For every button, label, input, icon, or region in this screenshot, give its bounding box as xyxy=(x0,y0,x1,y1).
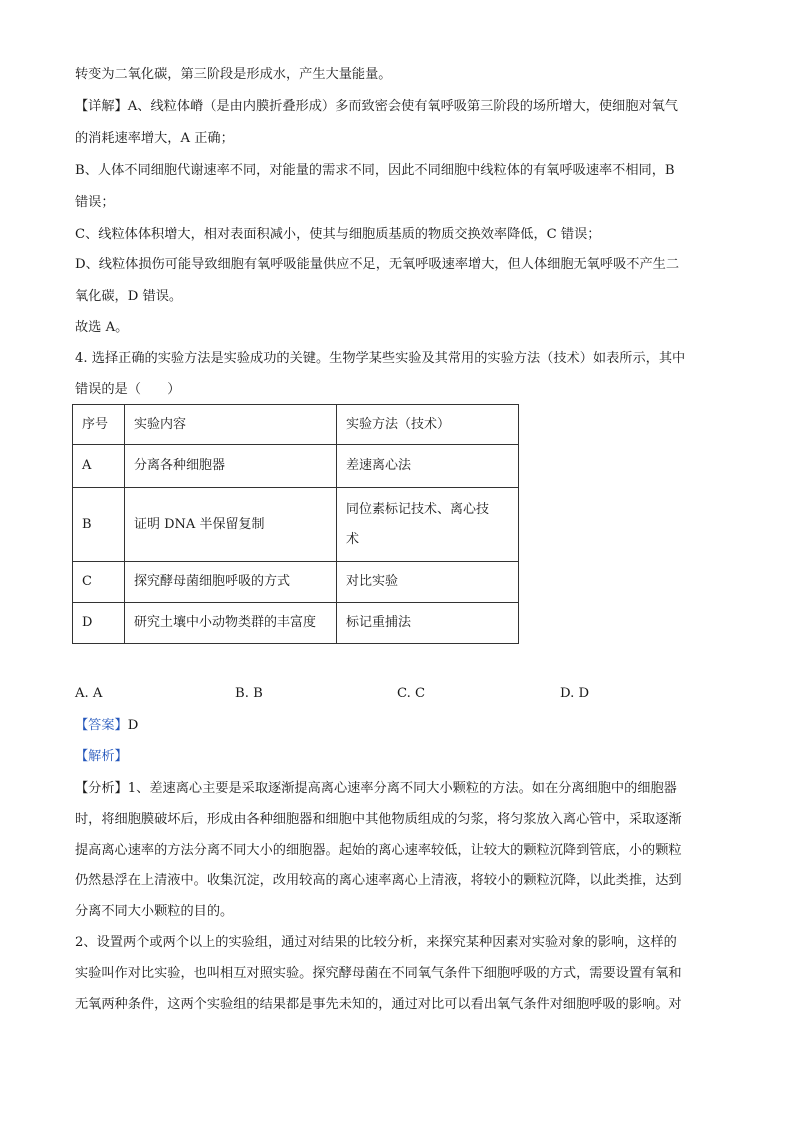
detail-d-line-1: D、线粒体损伤可能导致细胞有氧呼吸能量供应不足，无氧呼吸速率增大，但人体细胞无氧呼吸不产生二 xyxy=(75,257,680,272)
answer-tag: 【答案】 xyxy=(75,718,128,733)
table-header-row xyxy=(73,405,519,445)
option-d: D. D xyxy=(560,686,590,701)
option-b: B. B xyxy=(235,686,263,701)
table-row xyxy=(73,603,519,644)
detail-b-line-2: 错误； xyxy=(75,195,115,210)
table-row xyxy=(73,445,519,488)
analysis-p2-line-3: 无氧两种条件，这两个实验组的结果都是事先未知的，通过对比可以看出氧气条件对细胞呼吸的影响。对 xyxy=(75,997,682,1012)
analysis-p1-line-5: 分离不同大小颗粒的目的。 xyxy=(75,904,234,919)
table-header-cell: 实验内容 xyxy=(125,405,337,445)
intro-line-1: 转变为二氧化碳，第三阶段是形成水，产生大量能量。 xyxy=(75,67,392,82)
analysis-p1-text-1: 1、差速离心主要是采取逐渐提高离心速率分离不同大小颗粒的方法。如在分离细胞中的细胞器 xyxy=(127,781,677,796)
table-cell: A xyxy=(73,445,125,488)
detail-b-line-1: B、人体不同细胞代谢速率不同，对能量的需求不同，因此不同细胞中线粒体的有氧呼吸速率不相同，B xyxy=(75,163,675,178)
option-a: A. A xyxy=(75,686,103,701)
analysis-tag: 【解析】 xyxy=(75,749,128,764)
table-cell: 差速离心法 xyxy=(337,445,519,488)
table-cell: 探究酵母菌细胞呼吸的方式 xyxy=(125,562,337,603)
table-row xyxy=(73,488,519,562)
table-header-cell: 序号 xyxy=(73,405,125,445)
question-stem-line-1: 4. 选择正确的实验方法是实验成功的关键。生物学某些实验及其常用的实验方法（技术）如表所示，其中 xyxy=(75,351,686,366)
table-cell: B xyxy=(73,488,125,562)
analysis-p2-line-1: 2、设置两个或两个以上的实验组，通过对结果的比较分析，来探究某种因素对实验对象的影响，这样的 xyxy=(75,935,677,950)
detail-a-line-2: 的消耗速率增大，A 正确； xyxy=(75,131,234,146)
option-c: C. C xyxy=(397,686,426,701)
table-cell-line: 同位素标记技术、离心技 xyxy=(346,501,490,517)
detail-a-text-1: A、线粒体嵴（是由内膜折叠形成）多而致密会使有氧呼吸第三阶段的场所增大，使细胞对氧气 xyxy=(127,99,678,114)
detail-tag: 【详解】 xyxy=(75,99,128,114)
table-cell: 证明 DNA 半保留复制 xyxy=(125,488,337,562)
answer-line xyxy=(75,717,725,735)
table-cell: 标记重捕法 xyxy=(337,603,519,644)
table-cell: 研究土壤中小动物类群的丰富度 xyxy=(125,603,337,644)
analysis-p1-line-1 xyxy=(75,780,725,798)
detail-a-line-1 xyxy=(75,98,725,116)
table-cell: D xyxy=(73,603,125,644)
analysis-p2-line-2: 实验叫作对比实验，也叫相互对照实验。探究酵母菌在不同氧气条件下细胞呼吸的方式，需要设置有氧和 xyxy=(75,966,682,981)
table-cell: 对比实验 xyxy=(337,562,519,603)
experiment-table xyxy=(72,404,519,644)
table-cell: 分离各种细胞器 xyxy=(125,445,337,488)
table-header-cell: 实验方法（技术） xyxy=(337,405,519,445)
analysis-p1-line-4: 仍然悬浮在上清液中。收集沉淀，改用较高的离心速率离心上清液，将较小的颗粒沉降，以此类推，达到 xyxy=(75,873,682,888)
table-row xyxy=(73,562,519,603)
detail-c-line-1: C、线粒体体积增大，相对表面积减小，使其与细胞质基质的物质交换效率降低，C 错误； xyxy=(75,227,601,242)
question-stem-line-2: 错误的是（ ） xyxy=(75,382,181,397)
table-cell: C xyxy=(73,562,125,603)
analysis-p1-line-3: 提高离心速率的方法分离不同大小的细胞器。起始的离心速率较低，让较大的颗粒沉降到管底，小的颗粒 xyxy=(75,843,682,858)
detail-choose: 故选 A。 xyxy=(75,320,129,335)
table-cell-line: 术 xyxy=(346,531,360,547)
detail-d-line-2: 氧化碳，D 错误。 xyxy=(75,289,183,304)
fenxi-tag: 【分析】 xyxy=(75,781,128,796)
answer-value: D xyxy=(127,718,139,733)
analysis-p1-line-2: 时，将细胞膜破坏后，形成由各种细胞器和细胞中其他物质组成的匀浆，将匀浆放入离心管中，采取逐渐 xyxy=(75,812,682,827)
table-cell-multiline xyxy=(337,488,519,562)
